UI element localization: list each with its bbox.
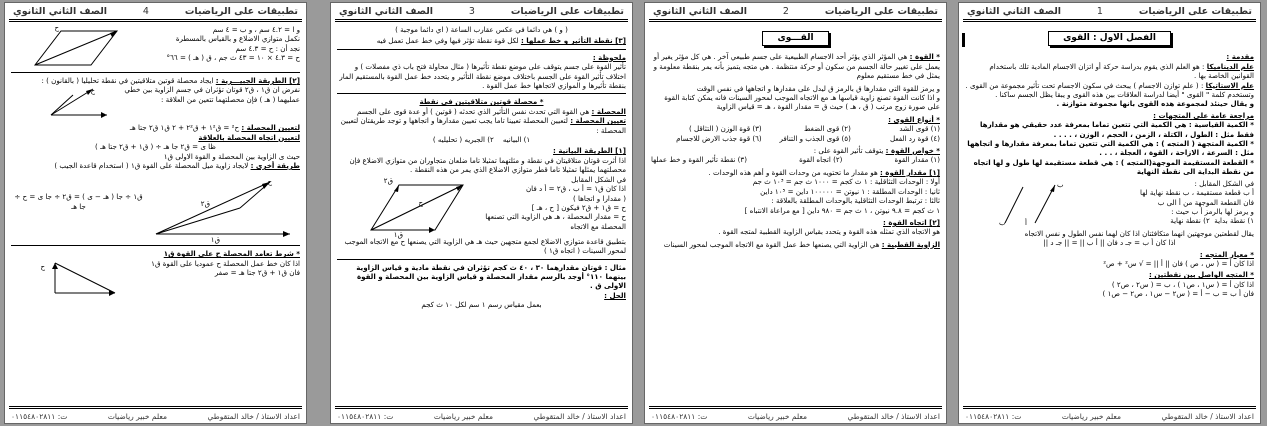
statics-label: علم الاستاتيكا bbox=[1205, 80, 1254, 90]
page-footer bbox=[337, 412, 626, 421]
units-equation: ١ ث كجم = ٩.٨ نيوتن ، ١ ث جم = ٩٨٠ داين [ مع مراعاة الانتباه ] bbox=[744, 205, 940, 215]
list-item: (٦) قوة جذب الارض للاجسام bbox=[676, 133, 762, 143]
figure-intro: في الشكل المقابل : bbox=[1194, 178, 1254, 188]
header-title: تطبيقات على الرياضيات bbox=[1138, 6, 1252, 17]
perp-formula: فان ق١ + ق٢ جتا هـ = صفر bbox=[214, 268, 300, 278]
header-title: تطبيقات على الرياضيات bbox=[510, 6, 624, 17]
chapter-title-box: الفصل الاول : القوى bbox=[1048, 31, 1171, 46]
perp-title: * شرط تعامد المحصلة ح على القوة ق١ bbox=[163, 249, 300, 259]
svg-text:ب: ب bbox=[998, 218, 1006, 227]
list-item: (٤) قوة رد الفعل bbox=[890, 133, 940, 143]
page-footer bbox=[651, 412, 940, 421]
force-def-text: هي المؤثر الذي يؤثر أحد الاجسام الطبيعية على جسم طبيعي آخر . هي كل مؤثر يغير أو يعمل على تغيير حالة الجسم من سكون أو حركة منتظمة . هي متجه يتميز بأنه يمر بنقطة معلومة و يمثل في خط مستقيم معلوم bbox=[653, 52, 940, 81]
equivalence-math: اذا كان أ ب = جـ د فان || أ ب || = || جـ د || bbox=[1043, 238, 1176, 248]
symbol-text: و يرمز لها بالرمز أ ب حيث : bbox=[1171, 206, 1254, 216]
forces-angle-figure bbox=[11, 85, 113, 121]
solution-text: بعمل مقياس رسم ١ سم لكل ١٠ ث كجم bbox=[421, 300, 542, 310]
perpendicular-figure bbox=[11, 259, 121, 299]
units-absolute: ثانيا : الوحدات المطلقة : ١ نيوتن = ١٠٠٠٠٠ داين = ١٠⁵ داين bbox=[760, 186, 940, 196]
svg-text:ح: ح bbox=[54, 24, 59, 32]
footer-author: اعداد الاستاذ / خالد المتقوطي bbox=[847, 412, 940, 421]
note-text: تأثير القوة على جسم يتوقف على موضع نقطة تأثيرها ( مثال محاولة فتح باب ذي مفصلات ) و اختلاف تأثير القوة على الجسم باختلاف موضع نقطة التأثير و يتحدد خط عمل القوة بالمستقيم المار بنقطة تأثيرها و الموازي لاتجاهها خط عمل القوة . bbox=[339, 62, 626, 91]
p4-line2: نكمل متوازي الاضلاع و بالقياس بالمسطرة bbox=[175, 34, 300, 44]
section-title: * محصلة قوتين متلاقيتين في نقطة bbox=[419, 97, 544, 107]
page-2 bbox=[644, 2, 947, 424]
svg-text:ح: ح bbox=[267, 178, 272, 187]
solution-label: الحل : bbox=[604, 290, 626, 300]
header-title: تطبيقات على الرياضيات bbox=[184, 6, 298, 17]
apply-text: بتطبيق قاعدة متوازي الاضلاع لجمع متجهين حيث هـ هي الزاوية التي يصنعها ح مع الاتجاه الموجب لمحور السينات ( اتجاه ق١ ) bbox=[344, 236, 626, 256]
page-header bbox=[331, 3, 632, 19]
directed-ab-text: فان القطعة الموجهة من أ الى ب bbox=[1157, 197, 1254, 207]
direction-text: هو الاتجاه الذي تمثله هذه القوة و يتحدد بقياس الزاوية القطبية لمتجه القوة . bbox=[718, 227, 940, 237]
finding-label: تعيين المحصلة : bbox=[570, 116, 626, 126]
footer-author: اعداد الاستاذ / خالد المتقوطي bbox=[533, 412, 626, 421]
header-grade: الصف الثاني الثانوي bbox=[13, 6, 108, 17]
dir-formula: ظا ى = ق٢ جا هـ ÷ ( ق١ + ق٢ جتا هـ ) bbox=[95, 142, 216, 152]
example-text: مثال : قوتان مقدارهما ٣٠ ، ٤٠ ث كجم تؤثران في نقطة مادية و قياس الزاوية بينهما ١١٠° أوجد بالرسم مقدار المحصلة و قياس الزاوية بين المحصلة و القوة الاولى ق . bbox=[356, 262, 626, 291]
header-title: تطبيقات على الرياضيات bbox=[824, 6, 938, 17]
svg-text:ح: ح bbox=[90, 87, 95, 96]
other-title: طريقة أخرى : bbox=[250, 161, 300, 171]
directed-segment-text: * القطعة المستقيمة الموجهة(المتجه ) : هي قطعة مستقيمة لها طول و لها اتجاه من نقطة البداية الى نقطة النهاية bbox=[973, 157, 1254, 177]
position-title: * معيار المتجه : bbox=[1199, 249, 1254, 259]
dir-label: لتعيين اتجاه المحصلة بالعلاقة bbox=[198, 132, 300, 142]
mag-formula: ح² = ق١² + ق٢² + ٢ ق١ ق٢ جتا هـ bbox=[129, 123, 240, 133]
resultant-label: المحصلة : bbox=[591, 106, 626, 116]
intro-title: مقدمة : bbox=[1226, 52, 1254, 62]
graph-title: [١] الطريقة البيانية : bbox=[553, 146, 626, 156]
units-relation: ثالثا : ترتبط الوحدات التثاقلية بالوحدات المطلقة بالعلاقة : bbox=[771, 196, 940, 206]
position-vector-title: * المتجه الواصل بين نقطتين : bbox=[1148, 270, 1254, 280]
other-text: لايجاد زاوية ميل المحصلة على القوة ق١ ( استخدام قاعدة الجيب ) bbox=[54, 161, 249, 171]
resultant-text: هي القوة التي تحدث نفس التأثير الذي تحدثه ( قوتين ) أو عدة قوى على الجسم bbox=[356, 106, 590, 116]
force-rep-text: و يرمز للقوة التي مقدارها ق بالرمز ق ليدل على مقدارها و اتجاهها في نفس الوقت bbox=[696, 83, 940, 93]
segment-figure bbox=[965, 179, 1075, 227]
svg-text:ب: ب bbox=[1056, 180, 1064, 189]
sine-rule-figure bbox=[150, 172, 300, 245]
svg-text:ح: ح bbox=[40, 262, 45, 271]
magnitude-title: [١] مقدار القوة : bbox=[879, 167, 940, 177]
polar-text: هي الزاوية التي يصنعها خط عمل القوة مع الاتجاه الموجب لمحور السينات bbox=[663, 239, 880, 249]
example-parallelogram bbox=[11, 25, 121, 69]
fig-where: ح = مقدار المحصلة ، هـ هي الزاوية التي تصنعها المحصلة مع الاتجاه bbox=[485, 212, 626, 231]
scalar-text: * الكمية القياسية : هي الكمية التي تتعين تماما بمعرفة عدد حقيقي هو مقدارها فقط مثل : الطول ، الكتلة ، الزمن ، الحجم ، الوزن ، . . . . bbox=[980, 120, 1254, 139]
algebra-title: [٢] الطريقة الجبيـــرية : bbox=[215, 76, 300, 85]
footer-phone: ت: ٠١١٥٤٨٠٢٨١١ bbox=[965, 412, 1022, 421]
footer-school: معلم خبير رياضيات bbox=[433, 412, 493, 421]
position-text: اذا كان أ = ( س ، ص ) فان || أ || = √ س² + ص² bbox=[1103, 258, 1254, 268]
svg-text:ق٢: ق٢ bbox=[200, 200, 210, 209]
list-item: (٢) قوى الضغط bbox=[803, 124, 851, 134]
vector-text: * الكمية المتجهة ( المتجه ) : هي الكمية التي تتعين تماما بمعرفة مقدارها و اتجاهها مثل : السرعة ، الازاحة ، القوة ، العجلة ، . . . bbox=[967, 139, 1254, 158]
page-4 bbox=[4, 2, 307, 424]
graph-text: اذا أثرت قوتان متلاقيتان في نقطة و مثلتهما تمثيلا تاما ضلعان متجاوران من متوازي الاضلاع فإن محصلتهما يمثلها تمثيلا تاما قطر متوازي الاضلاع الذي يمر من هذه النقطة . bbox=[349, 155, 626, 175]
footer-author: اعداد الاستاذ / خالد المتقوطي bbox=[207, 412, 300, 421]
footer-rule bbox=[335, 406, 628, 409]
header-grade: الصف الثاني الثانوي bbox=[653, 6, 748, 17]
p4-line1: و ا = ٤.٢ سم ، و ب = ٤ سم bbox=[212, 25, 300, 34]
margin-mark bbox=[962, 33, 965, 47]
dir-note: حيث ى الزاوية بين المحصلة و القوة الاولى ق١ bbox=[163, 151, 300, 161]
props-title: * خواص القوة : bbox=[885, 146, 940, 156]
svg-text:ق١: ق١ bbox=[393, 230, 403, 239]
list-item: (٥) قوى الجذب و التنافر bbox=[779, 133, 851, 143]
fig-result: ح = ق١ + ق٢ فيكون [ ح ، هـ ] bbox=[531, 202, 626, 212]
list-item: (٣) نقطة تأثير القوة و خط عملها bbox=[651, 155, 747, 165]
sine-rule: ق١ ÷ جا ( هـ − ى ) = ق٢ ÷ جا ى = ح ÷ جا هـ bbox=[14, 192, 143, 211]
page-header bbox=[645, 3, 946, 19]
svg-text:أ: أ bbox=[1024, 218, 1027, 227]
units-static: أولا : الوحدات التثاقلية : ١ ث كجم = ١٠٠٠ ث جم = ١٠³ ث جم bbox=[752, 177, 940, 187]
svg-text:ق١: ق١ bbox=[210, 236, 220, 245]
page-number: 2 bbox=[782, 6, 789, 17]
page-footer bbox=[11, 412, 300, 421]
list-item: (١) قوى الشد bbox=[899, 124, 940, 134]
page-number: 3 bbox=[468, 6, 475, 17]
props-text: يتوقف تأثير القوة على : bbox=[813, 146, 884, 156]
note-title: ملحوظة : bbox=[592, 52, 626, 62]
footer-rule bbox=[9, 406, 302, 409]
review-title: مراجعة عامة على المتجهات : bbox=[1153, 110, 1254, 120]
footer-school: معلم خبير رياضيات bbox=[747, 412, 807, 421]
list-item: (١) مقدار القوة bbox=[894, 155, 940, 165]
fig-caption: في الشكل المقابل bbox=[571, 174, 626, 184]
ab-formula: فان أ ب = ب − أ = ( س٢ − س١ ، ص٢ − ص١ ) bbox=[1102, 289, 1254, 299]
method-item: ١) البيانيه bbox=[502, 135, 531, 145]
list-item: (٣) قوة الوزن ( التثاقل ) bbox=[688, 124, 762, 134]
page-footer bbox=[965, 412, 1254, 421]
header-grade: الصف الثاني الثانوي bbox=[967, 6, 1062, 17]
position-vector-text: اذا كان أ = ( س١ ، ص١ ) ، ب = ( س٢ ، ص٢ ) bbox=[1111, 279, 1254, 289]
magnitude-text: هو مقدار ما تحتويه من وحدات القوة و أهم هذه الوحدات . bbox=[708, 167, 878, 177]
svg-text:ق٢: ق٢ bbox=[383, 176, 393, 185]
page-number: 4 bbox=[142, 6, 149, 17]
page-header bbox=[5, 3, 306, 19]
dynamics-text: : هو العلم الذي يقوم بدراسة حركة أو اتزان الاجسام المادية تلك باستخدام القوانين الخاصة بها . bbox=[989, 61, 1254, 81]
svg-text:ح: ح bbox=[418, 198, 423, 207]
force-def-title: * القوة : bbox=[909, 52, 940, 62]
point3-text: لكل قوة نقطة تؤثر فيها وفي خط عمل تعمل فيه bbox=[376, 36, 519, 46]
dynamics-label: علم الديناميكا bbox=[1206, 61, 1254, 71]
page-3 bbox=[330, 2, 633, 424]
algebra-text: ايجاد محصلة قوتين متلاقيتين في نقطة تحليليا ( بالقانون ) : bbox=[41, 76, 214, 85]
types-list bbox=[651, 124, 940, 143]
page-header bbox=[959, 3, 1260, 19]
statics-text: : ( علم توازن الاجسام ) يبحث في سكون الاجسام تحت تأثير مجموعة من القوى . وتستخدم كلمة " القوى " أيضا لدراسة العلاقات بين هذه القوى و يبقا يظل الجسم ساكنا . bbox=[965, 80, 1254, 100]
page-1 bbox=[958, 2, 1261, 424]
list-item: (٢) اتجاه القوة bbox=[799, 155, 843, 165]
end-point: ٢) نقطة نهاية bbox=[1170, 216, 1210, 226]
fig-eq: اذا كان ق١ = أ ب ، ق٢ = أ د فان bbox=[525, 184, 626, 194]
polar-note: ( و ) هي دائما في عكس عقارب الساعة ( اي دائما موجبة ) bbox=[395, 25, 568, 34]
p4-line3: نجد أن : ح = ٤.٣ سم bbox=[235, 43, 300, 53]
mag-label: لتعيين المحصلة : bbox=[241, 123, 300, 133]
finding-text: لتعيين المحصلة تعيينا تاما يجب تعيين مقدارها و اتجاهها و توجد طريقتان لتعيين المحصلة : bbox=[340, 116, 626, 135]
point3-title: [٣] نقطة التأثير و خط عملها : bbox=[520, 36, 626, 46]
footer-phone: ت: ٠١١٥٤٨٠٢٨١١ bbox=[337, 412, 394, 421]
types-title: * أنواع القوى : bbox=[888, 114, 940, 124]
forces-title-box: القـــوى bbox=[762, 31, 828, 46]
direction-title: [٢] اتجاه القوة : bbox=[883, 217, 940, 227]
polar-title: الزاوية القطبية : bbox=[881, 239, 940, 249]
equilibrium-text: و يقال حينئذ لمجموعة هذه القوى بانها مجموعة متوازنة . bbox=[1056, 99, 1254, 109]
footer-school: معلم خبير رياضيات bbox=[1061, 412, 1121, 421]
p4-line4: ح = ٤.٣ × ١٠ = ٤٣ ث جم ، ق ( هـ ) = ٦٦° bbox=[166, 53, 300, 63]
parallelogram-figure bbox=[337, 175, 473, 237]
footer-phone: ت: ٠١١٥٤٨٠٢٨١١ bbox=[11, 412, 68, 421]
footer-school: معلم خبير رياضيات bbox=[107, 412, 167, 421]
perp-text: اذا كان خط عمل المحصلة ح عموديا على القوة ق١ bbox=[151, 258, 300, 268]
ab-text: أ ب قطعة مستقيمة ، ب نقطة نهاية لها bbox=[1140, 188, 1254, 198]
footer-rule bbox=[649, 406, 942, 409]
header-grade: الصف الثاني الثانوي bbox=[339, 6, 434, 17]
algebra-text2: نفرض ان ق١ ، ق٢ قوتان تؤثران في جسم الزاوية بين خطي عمليهما ( هـ ) فإن محصلتهما تتعين من العلاقة : bbox=[124, 85, 300, 104]
props-list bbox=[651, 155, 940, 164]
fig-eq2: ( مقدارا و اتجاها ) bbox=[572, 193, 626, 203]
force-rep-text2: و اذا كانت القوة تصنع زاوية قياسها هـ مع الاتجاه الموجب لمحور السينات فانه يمكن كتابة القوة على صورة زوج مرتب ( ق ، هـ ) حيث ق = مقدار القوة ، هـ = قياس الزاوية bbox=[664, 93, 940, 112]
footer-author: اعداد الاستاذ / خالد المتقوطي bbox=[1161, 412, 1254, 421]
parallel-text: يقال لقطعتين موجهتين انهما متكافئتان اذا كان لهما نفس الطول و نفس الاتجاه bbox=[1024, 228, 1254, 238]
footer-rule bbox=[963, 406, 1256, 409]
page-number: 1 bbox=[1096, 6, 1103, 17]
start-point: ١) نقطة بداية bbox=[1214, 216, 1254, 226]
method-item: ٢) الجبريه ( تحليليه ) bbox=[432, 135, 494, 145]
footer-phone: ت: ٠١١٥٤٨٠٢٨١١ bbox=[651, 412, 708, 421]
